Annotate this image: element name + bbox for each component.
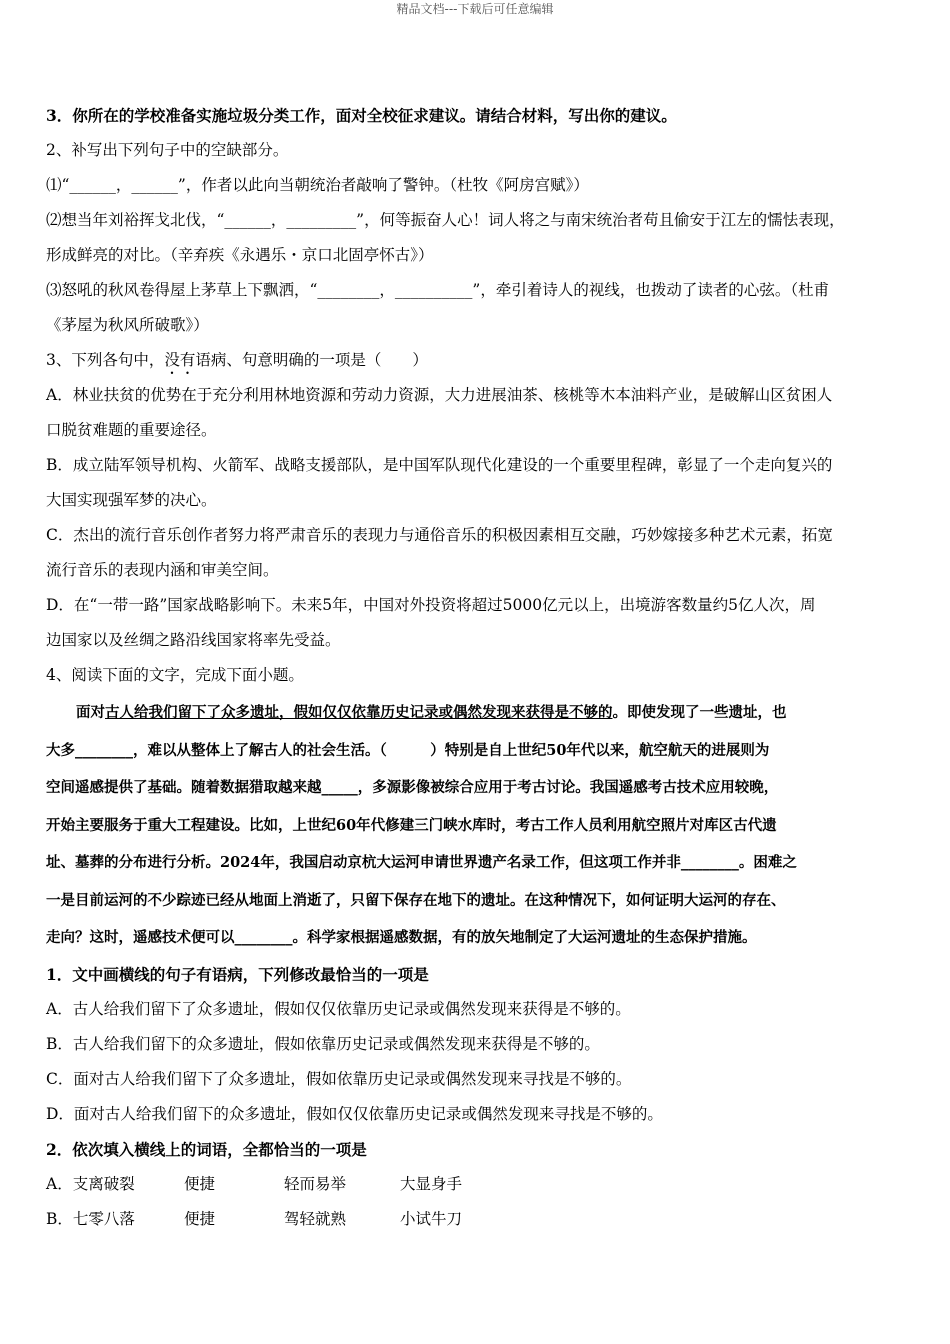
question-3-title	[46, 343, 906, 378]
question-2-title: 2、补写出下列句子中的空缺部分。	[46, 141, 289, 159]
question-3-option-d-line-2: 边国家以及丝绸之路沿线国家将率先受益。	[46, 631, 341, 649]
passage-line-7: 走向？这时，遥感技术便可以________。科学家根据遥感数据，有的放矢地制定了大运河遗址的生态保护措施。	[46, 929, 757, 946]
question-3-option-b-line-2: 大国实现强军梦的决心。	[46, 491, 217, 509]
question-2-item-3b: 《茅屋为秋风所破歌》）	[46, 316, 209, 334]
passage-line-5: 址、墓葬的分布进行分析。2024年，我国启动京杭大运河申请世界遗产名录工作，但这项工作并非________。困难之	[46, 854, 797, 871]
question-3-option-d-line-1: D．在“一带一路”国家战略影响下。未来5年，中国对外投资将超过5000亿元以上，出境游客数量约5亿人次，周	[46, 596, 816, 614]
question-3-option-b-line-1: B．成立陆军领导机构、火箭军、战略支援部队，是中国军队现代化建设的一个重要里程碑，彰显了一个走向复兴的	[46, 456, 833, 474]
sub-question-1-title: 1．文中画横线的句子有语病，下列修改最恰当的一项是	[46, 964, 429, 984]
passage-underlined-sentence: 古人给我们留下了众多遗址，假如仅仅依靠历史记录或偶然发现来获得是不够的	[105, 704, 613, 721]
passage-line-2: 大多________，难以从整体上了解古人的社会生活。（ ）特别是自上世纪50年代以来，航空航天的进展则为	[46, 741, 770, 759]
sub-question-1-option-c: C．面对古人给我们留下了众多遗址，假如依靠历史记录或偶然发现来寻找是不够的。	[46, 1069, 632, 1088]
passage-line-3: 空间遥感提供了基础。随着数据猎取越来越_____，多源影像被综合应用于考古讨论。我国遥感考古技术应用较晚，	[46, 779, 779, 796]
question-3-title-post: 语病、句意明确的一项是（ ）	[195, 351, 428, 369]
option-b-word-2: 便捷	[184, 1209, 216, 1228]
sub-question-1-option-a: A．古人给我们留下了众多遗址，假如仅仅依靠历史记录或偶然发现来获得是不够的。	[46, 999, 631, 1018]
option-b-word-3: 驾轻就熟	[284, 1209, 347, 1228]
question-3-title-pre: 3、下列各句中，	[46, 351, 165, 369]
sub-question-1-option-b: B．古人给我们留下的众多遗址，假如依靠历史记录或偶然发现来获得是不够的。	[46, 1034, 600, 1053]
question-4-title: 4、阅读下面的文字，完成下面小题。	[46, 666, 304, 684]
question-3-option-c-line-1: C．杰出的流行音乐创作者努力将严肃音乐的表现力与通俗音乐的积极因素相互交融，巧妙嫁接多种艺术元素，拓宽	[46, 526, 833, 544]
option-a-word-4: 大显身手	[400, 1174, 463, 1193]
question-2-item-3a: ⑶怒吼的秋风卷得屋上茅草上下飘洒，“________，__________”，牵引着诗人的视线，也拨动了读者的心弦。（杜甫	[46, 281, 830, 299]
document-body	[46, 98, 906, 1237]
option-b-word-4: 小试牛刀	[400, 1209, 463, 1228]
question-2-item-2a: ⑵想当年刘裕挥戈北伐，“______，_________”，何等振奋人心！词人将之与南宋统治者苟且偷安于江左的懦怯表现，	[46, 211, 845, 229]
option-a-word-3: 轻而易举	[284, 1174, 347, 1193]
passage-line-1	[46, 694, 906, 732]
passage-lead: 面对	[76, 704, 105, 721]
question-3-option-c-line-2: 流行音乐的表现内涵和审美空间。	[46, 561, 279, 579]
passage-line-4: 开始主要服务于重大工程建设。比如，上世纪60年代修建三门峡水库时，考古工作人员利用航空照片对库区古代遗	[46, 816, 777, 834]
question-3-option-a-line-1: A．林业扶贫的优势在于充分利用林地资源和劳动力资源，大力进展油茶、核桃等木本油料产业，是破解山区贫困人	[46, 386, 833, 404]
question-3-title-emphasis: 没有	[164, 351, 196, 369]
sub-question-1-option-d: D．面对古人给我们留下的众多遗址，假如仅仅依靠历史记录或偶然发现来寻找是不够的。	[46, 1104, 663, 1123]
page-header: 精品文档---下载后可任意编辑	[396, 2, 554, 16]
sub-question-2-title: 2．依次填入横线上的词语，全都恰当的一项是	[46, 1139, 367, 1159]
passage-line-1-end: 。即使发现了一些遗址，也	[612, 704, 787, 721]
reading-passage	[46, 694, 906, 957]
question-3-option-a-line-2: 口脱贫难题的重要途径。	[46, 421, 217, 439]
option-a-word-2: 便捷	[184, 1174, 216, 1193]
sub-question-2-option-b	[46, 1202, 906, 1237]
sub-question-2-option-a	[46, 1167, 906, 1202]
question-2-item-1: ⑴“______，______”，作者以此向当朝统治者敲响了警钟。（杜牧《阿房宫赋》）	[46, 176, 589, 194]
option-b-word-1: B．七零八落	[46, 1209, 135, 1228]
option-a-word-1: A．支离破裂	[46, 1174, 135, 1193]
passage-line-6: 一是目前运河的不少踪迹已经从地面上消逝了，只留下保存在地下的遗址。在这种情况下，如何证明大运河的存在、	[46, 891, 786, 909]
question-2-item-2b: 形成鲜亮的对比。（辛弃疾《永遇乐・京口北固亭怀古》）	[46, 246, 434, 264]
question-3-suggestion: 3．你所在的学校准备实施垃圾分类工作，面对全校征求建议。请结合材料，写出你的建议。	[46, 106, 677, 125]
